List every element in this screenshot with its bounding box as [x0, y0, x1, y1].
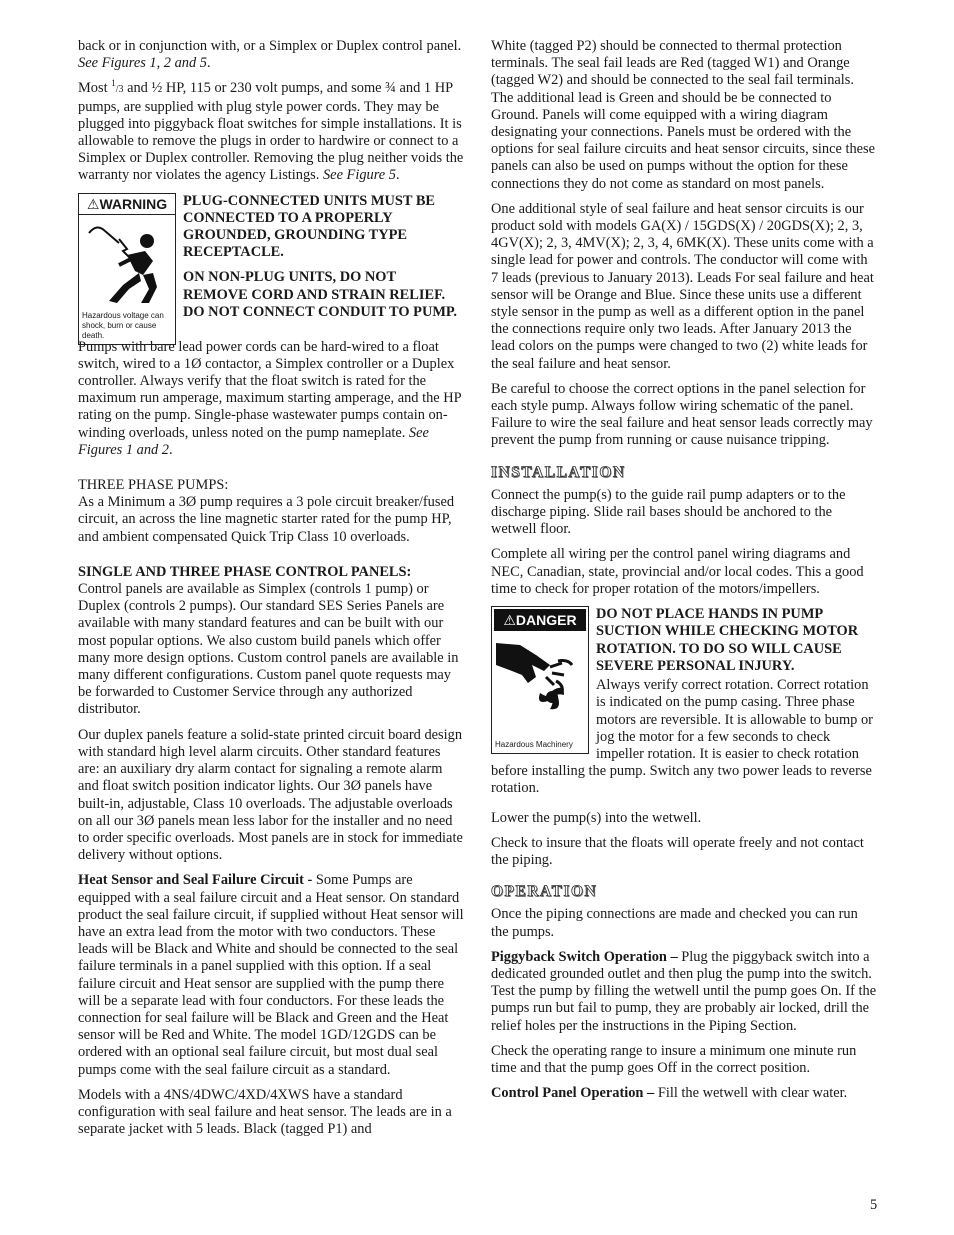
danger-caption: Hazardous Machinery [495, 740, 573, 750]
warning-text [183, 193, 464, 345]
paragraph-models: Models with a 4NS/4DWC/4XD/4XWS have a standard configuration with seal failure and heat sensor. The leads are in a separate jacket with 5 leads. Black (tagged P1) and [78, 1086, 452, 1138]
figure-reference: See Figures 1 and 2 [78, 424, 429, 458]
section-heading-installation: INSTALLATION [491, 463, 626, 481]
figure-reference: See Figures 1, 2 and 5 [78, 55, 207, 72]
paragraph-thermal: White (tagged P2) should be connected to thermal protection terminals. The seal fail leads are Red (tagged W1) and Orange (tagged W2) and should be connected to the seal fail terminals. The additional lead is Green and should be be connected to Ground. Panels will come equipped with a wiring diagram designating your connections. Panels must be ordered with the options for seal failure circuits and heat sensor circuits, since these panels can also be used on pumps without the option for these connections they do not come as standard on most panels. [491, 38, 876, 192]
paragraph-careful: Be careful to choose the correct options in the panel selection for each style pump. Always follow wiring schematic of the panel. Failure to wire the seal failure and heat sensor leads correctly may prevent the pump from running or cause nuisance tripping. [491, 380, 873, 449]
paragraph-control-panel-op [491, 1085, 877, 1102]
text: Plug the piggyback switch into a dedicated grounded outlet and then plug the pump into the switch. Test the pump by filling the wetwell until the pump goes On. If the pumps run but fail to pump, they are probably air locked, drill the relief holes per the instructions in the Piping Section. [491, 948, 877, 1034]
text: and ½ HP, 115 or 230 volt pumps, and some ¾ and 1 HP pumps, are supplied with plug style power cords. They may be plugged into piggyback float switches for simple installations. It is allowable to remove the plugs in order to hardwire or connect to a Simplex or Duplex controller. Removing the plug neither voids the warranty nor violates the agency Listings. [78, 80, 464, 184]
subheading-heat-sensor: Heat Sensor and Seal Failure Circuit - [78, 872, 313, 889]
text: . [395, 167, 400, 184]
danger-text-1: DO NOT PLACE HANDS IN PUMP SUCTION WHILE CHECKING MOTOR ROTATION. TO DO SO WILL CAUSE SEVERE PERSONAL INJURY. [596, 606, 859, 674]
text: Some Pumps are equipped with a seal failure circuit and a Heat sensor. On standard product the seal failure circuit, if supplied without Heat sensor will have an extra lead from the motor with two conductors. These leads will be Black and White and should be connected to the seal failure terminals in a panel supplied with this option. If a seal failure circuit and Heat sensor are supplied with the pump there will be a separate lead with four conductors. For these leads the connection for seal failure will be Black and Green and the Heat sensor will be Red and White. The model 1GD/12GDS can be ordered with an optional seal failure circuit, but most dual seal pumps come with the seal failure circuit as a standard. [78, 872, 464, 1078]
paragraph-panel-intro [78, 38, 464, 72]
page-number: 5 [870, 1197, 878, 1213]
paragraph-piggyback [491, 949, 877, 1035]
electric-shock-icon [79, 215, 175, 305]
right-column [491, 38, 877, 1110]
warning-sign [78, 193, 176, 345]
paragraph-range: Check the operating range to insure a minimum one minute run time and that the pump goes Off in the correct position. [491, 1042, 857, 1076]
paragraph-operation-1: Once the piping connections are made and checked you can run the pumps. [491, 906, 858, 940]
paragraph-install-2: Complete all wiring per the control panel wiring diagrams and NEC, Canadian, state, provincial and/or local codes. This a good time to check for proper rotation of the motors/impellers. [491, 546, 864, 597]
text: . [169, 441, 173, 458]
warning-block [78, 193, 464, 345]
warning-text-2: ON NON-PLUG UNITS, DO NOT REMOVE CORD AND STRAIN RELIEF. DO NOT CONNECT CONDUIT TO PUMP. [183, 269, 458, 320]
danger-header: ⚠DANGER [494, 609, 586, 631]
text: Fill the wetwell with clear water. [654, 1085, 848, 1102]
paragraph-control-panels [78, 564, 464, 719]
paragraph-heat-sensor [78, 872, 464, 1078]
text: Control panels are available as Simplex (controls 1 pump) or Duplex (controls 2 pumps). Our standard SES Series Panels are available with many standard features and can be built with our most popular options. We also custom build panels which offer many more design options. Custom control panels are available in many different configurations. Custom panel quote requests may be forwarded to Customer Service through any authorized distributor. [78, 581, 459, 718]
paragraph-plug-cords [78, 80, 464, 184]
section-heading-operation: OPERATION [491, 883, 598, 901]
paragraph-three-phase [78, 477, 464, 546]
fraction-denominator: /3 [115, 84, 124, 96]
text: back or in conjunction with, or a Simplex or Duplex control panel. [78, 38, 462, 54]
paragraph-duplex: Our duplex panels feature a solid-state printed circuit board design with standard high level alarm circuits. Other standard features are: an auxiliary dry alarm contact for signaling a remote alarm and float switch position indicator lights. Our 3Ø panels have built-in, adjustable, Class 10 overloads. The adjustable overloads on all our 3Ø panels mean less labor for the installer and no need to order specific overloads. Most panels are in stock for immediate delivery without options. [78, 726, 463, 864]
paragraph-lower: Lower the pump(s) into the wetwell. [491, 809, 702, 826]
text: Pumps with bare lead power cords can be hard-wired to a float switch, wired to a 1Ø contactor, a Simplex controller or a Duplex controller. Always verify that the float switch is rated for the maximum run amperage, maximum starting amperage, and the HP rating on the pump. Single-phase wastewater pumps contain on-winding overloads, unless noted on the pump nameplate. [78, 338, 462, 441]
left-column [78, 38, 464, 1146]
warning-text-1: PLUG-CONNECTED UNITS MUST BE CONNECTED TO A PROPERLY GROUNDED, GROUNDING TYPE RECEPTACLE. [183, 192, 436, 261]
text: As a Minimum a 3Ø pump requires a 3 pole circuit breaker/fused circuit, an across the line magnetic starter rated for the pump HP, and ambient compensated Quick Trip Class 10 overloads. [78, 494, 455, 545]
subheading-piggyback: Piggyback Switch Operation – [491, 948, 678, 965]
paragraph-check-floats: Check to insure that the floats will operate freely and not contact the piping. [491, 834, 864, 868]
text: . [206, 55, 211, 72]
hazardous-machinery-icon [492, 635, 588, 725]
text: Most [78, 80, 112, 97]
warning-header: ⚠WARNING [79, 194, 175, 215]
subheading-three-phase: THREE PHASE PUMPS: [78, 477, 229, 494]
fraction-numerator: 1 [111, 78, 116, 89]
paragraph-install-1: Connect the pump(s) to the guide rail pump adapters or to the discharge piping. Slide rail bases should be anchored to the wetwell floor. [491, 486, 846, 538]
paragraph-additional-style: One additional style of seal failure and heat sensor circuits is our product sold with models GA(X) / 15GDS(X) / 20GDS(X); 2, 3, 4GV(X); 2, 3, 4MV(X); 2, 3, 4, 6MK(X). These units come with a single lead for power and controls. The conductor will come with 7 leads (previous to January 2013). Leads For seal failure and heat sensor will be Orange and Blue. Since these units use a different style sensor in the pump as well as a different option in the panel the connections require only two leads. After January 2013 the lead colors on the pumps were changed to two (2) white leads for the seal failure and heat sensor. [491, 200, 874, 372]
warning-caption: Hazardous voltage can shock, burn or cause death. [82, 310, 164, 340]
subheading-control-panel-operation: Control Panel Operation – [491, 1085, 655, 1102]
figure-reference: See Figure 5 [322, 167, 396, 184]
danger-sign [491, 606, 589, 754]
paragraph-bare-lead [78, 339, 464, 459]
subheading-control-panels: SINGLE AND THREE PHASE CONTROL PANELS: [78, 563, 412, 580]
text: Always verify correct rotation. Correct rotation is indicated on the pump casing. Three phase motors are reversible. It is allowable to bump or jog the motor for a few seconds to check impeller rotation. It is easier to check rotation before installing the pump. Switch any two power leads to reverse rotation. [491, 677, 873, 797]
